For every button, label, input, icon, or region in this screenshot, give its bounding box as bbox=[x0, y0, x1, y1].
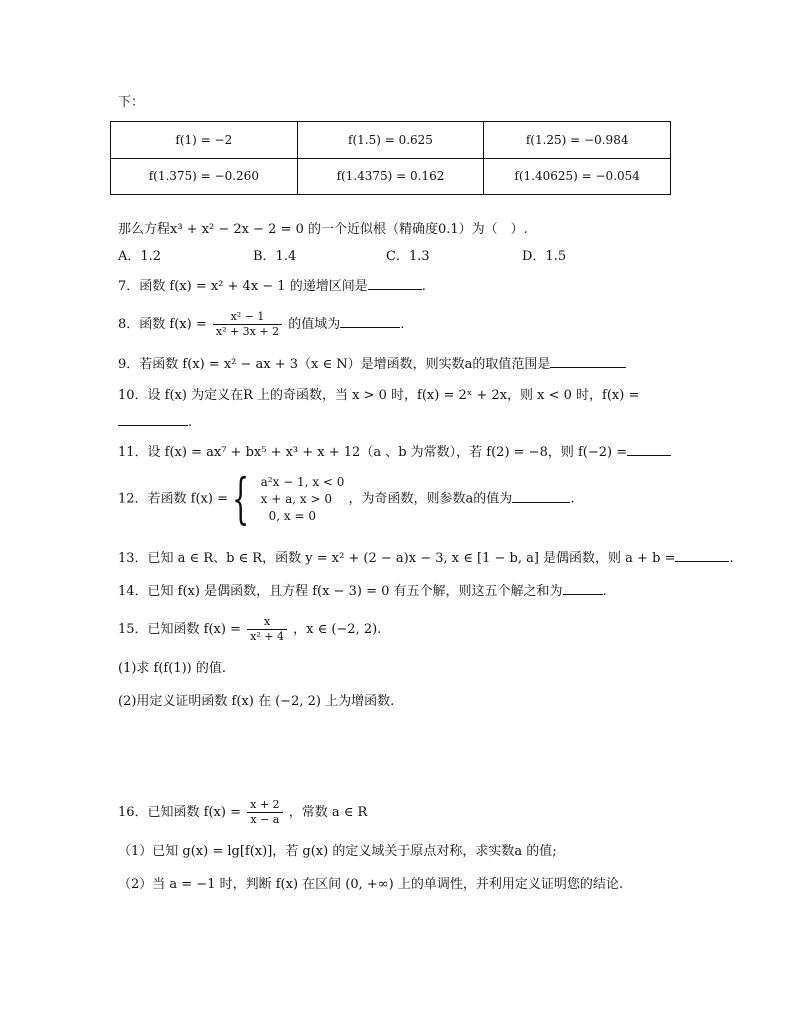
question-12: 12．若函数 f(x) = { a²x − 1, x < 0 x + a, x > 0 0, x = 0 ，为奇函数，则参数a的值为 . bbox=[118, 467, 575, 530]
q15-suffix: ，x ∈ (−2, 2). bbox=[293, 622, 382, 637]
q11-text: 11．设 f(x) = ax⁷ + bx⁵ + x³ + x + 12（a 、b 为常数），若 f(2) = −8，则 f(−2) = bbox=[118, 445, 628, 460]
q12-prefix: 12．若函数 f(x) = bbox=[118, 491, 228, 507]
fraction-numerator: x + 2 bbox=[247, 798, 282, 813]
answer-blank bbox=[368, 277, 422, 290]
q7-text: 7．函数 f(x) = x² + 4x − 1 的递增区间是 bbox=[118, 279, 368, 294]
q6-stem: 那么方程x³ + x² − 2x − 2 = 0 的一个近似根（精确度0.1）为（ ）. bbox=[118, 222, 528, 237]
q8-fraction bbox=[213, 310, 282, 339]
answer-blank bbox=[118, 413, 188, 426]
fraction-numerator: x bbox=[247, 615, 287, 630]
function-values-table bbox=[110, 121, 671, 195]
question-7: 7．函数 f(x) = x² + 4x − 1 的递增区间是 . bbox=[118, 279, 426, 294]
table-row bbox=[111, 158, 671, 195]
question-11 bbox=[118, 443, 671, 462]
q10-text: 10．设 f(x) 为定义在R 上的奇函数，当 x > 0 时，f(x) = 2ˣ + 2x，则 x < 0 时，f(x) = bbox=[118, 388, 640, 403]
question-13: 13．已知 a ∈ R、b ∈ R，函数 y = x² + (2 − a)x − 3, x ∈ [1 − b, a] 是偶函数，则 a + b = . bbox=[118, 551, 734, 566]
question-8: 8．函数 f(x) = $\frac{\text{x² − 1}}{\text{x² + 3x + 2}}$ 的值域为 . bbox=[118, 310, 405, 338]
option-c: C．1.3 bbox=[386, 249, 430, 264]
table-cell: f(1) = −2 bbox=[111, 122, 298, 159]
fraction-numerator: x² − 1 bbox=[213, 310, 282, 325]
case-line: 0, x = 0 bbox=[268, 508, 316, 523]
piecewise-cases bbox=[261, 474, 345, 525]
fraction-denominator: x² + 4 bbox=[250, 630, 284, 643]
q16-suffix: ，常数 a ∈ R bbox=[288, 805, 368, 820]
answer-blank bbox=[627, 443, 671, 456]
fraction-denominator: x² + 3x + 2 bbox=[215, 325, 280, 338]
table-cell: f(1.4375) = 0.162 bbox=[297, 158, 484, 195]
question-9 bbox=[118, 355, 626, 374]
option-a: A．1.2 bbox=[118, 249, 162, 264]
answer-blank bbox=[550, 355, 626, 368]
table-cell: f(1.40625) = −0.054 bbox=[484, 158, 671, 195]
table-cell: f(1.5) = 0.625 bbox=[297, 122, 484, 159]
answer-blank bbox=[675, 549, 729, 562]
q16-part-2: （2）当 a = −1 时，判断 f(x) 在区间 (0, +∞) 上的单调性，并利用定义证明您的结论. bbox=[118, 877, 623, 892]
question-15 bbox=[118, 614, 381, 646]
fraction-denominator: x − a bbox=[250, 813, 280, 826]
option-b: B．1.4 bbox=[253, 249, 297, 264]
q14-text: 14．已知 f(x) 是偶函数，且方程 f(x − 3) = 0 有五个解，则这五个解之和为 bbox=[118, 584, 563, 599]
q8-prefix: 8．函数 f(x) = bbox=[118, 317, 207, 332]
q16-part-1: （1）已知 g(x) = lg[f(x)]，若 g(x) 的定义域关于原点对称，求实数a 的值; bbox=[118, 844, 557, 859]
q15-part-1: (1)求 f(f(1)) 的值. bbox=[118, 661, 226, 676]
q12-suffix: ，为奇函数，则参数a的值为 bbox=[348, 491, 513, 507]
intro-text: 下： bbox=[118, 95, 145, 110]
q9-text: 9．若函数 f(x) = x² − ax + 3（x ∈ N）是增函数，则实数a的取值范围是 bbox=[118, 357, 551, 372]
case-line: x + a, x > 0 bbox=[260, 491, 332, 506]
answer-blank bbox=[512, 490, 570, 503]
answer-blank bbox=[340, 315, 400, 328]
q15-prefix: 15．已知函数 f(x) = bbox=[118, 622, 241, 637]
table-row bbox=[111, 122, 671, 159]
question-14: 14．已知 f(x) 是偶函数，且方程 f(x − 3) = 0 有五个解，则这五个解之和为 . bbox=[118, 584, 607, 599]
q13-text: 13．已知 a ∈ R、b ∈ R，函数 y = x² + (2 − a)x − 3, x ∈ [1 − b, a] 是偶函数，则 a + b = bbox=[118, 551, 676, 566]
q10-answer-line: . bbox=[118, 413, 192, 432]
case-line: a²x − 1, x < 0 bbox=[260, 474, 345, 489]
option-d: D．1.5 bbox=[522, 249, 567, 264]
q16-fraction bbox=[247, 798, 282, 827]
question-16 bbox=[118, 797, 367, 829]
q15-part-2: (2)用定义证明函数 f(x) 在 (−2, 2) 上为增函数. bbox=[118, 694, 395, 709]
left-brace: { bbox=[232, 467, 250, 530]
answer-blank bbox=[563, 582, 603, 595]
question-10 bbox=[118, 387, 639, 405]
table-cell: f(1.25) = −0.984 bbox=[484, 122, 671, 159]
q8-suffix: 的值域为 bbox=[288, 317, 341, 332]
table-cell: f(1.375) = −0.260 bbox=[111, 158, 298, 195]
q6-options bbox=[118, 248, 678, 266]
q16-prefix: 16．已知函数 f(x) = bbox=[118, 805, 241, 820]
piecewise-definition bbox=[232, 467, 345, 530]
q15-fraction bbox=[247, 615, 287, 644]
